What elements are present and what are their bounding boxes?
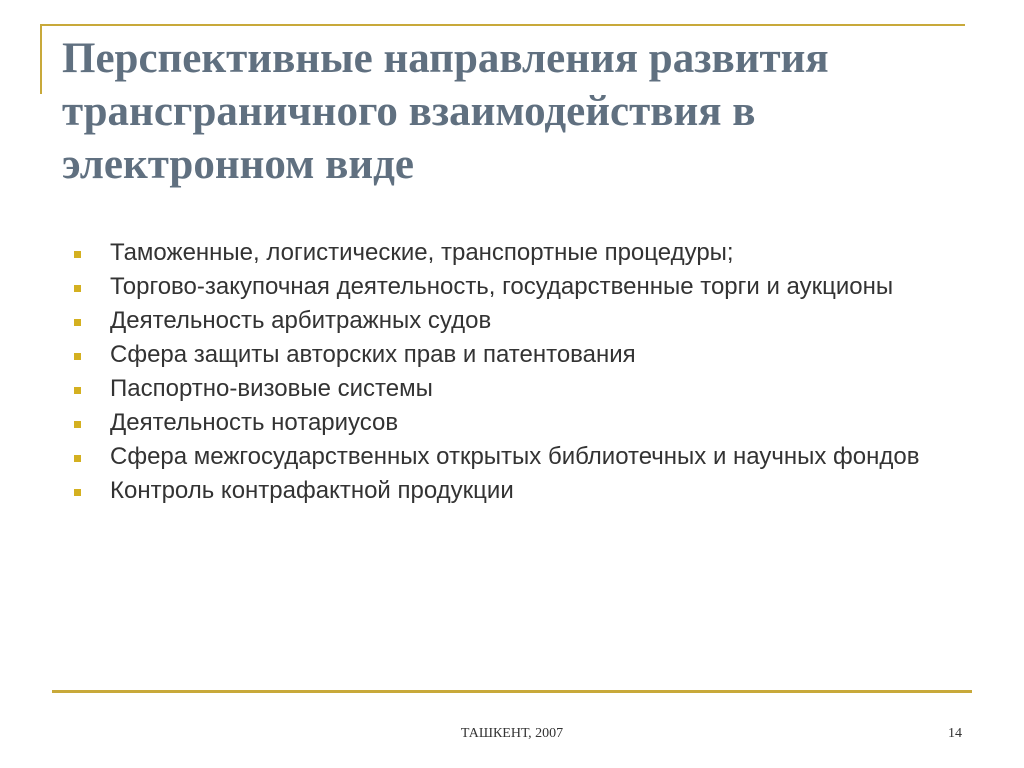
list-item [70,376,990,402]
bullet-list [70,240,990,512]
square-bullet-icon [74,387,81,394]
title-bracket-left [40,24,42,94]
list-item-text: Сфера защиты авторских прав и патентования [110,341,636,368]
list-item-text: Паспортно-визовые системы [110,375,433,402]
title-bracket-top [40,24,965,26]
list-item-text: Деятельность арбитражных судов [110,307,492,334]
list-item [70,444,990,470]
list-item-text: Деятельность нотариусов [110,409,399,436]
square-bullet-icon [74,251,81,258]
list-item-text: Контроль контрафактной продукции [110,477,514,504]
list-item-text: Торгово-закупочная деятельность, государственные торги и аукционы [110,273,894,300]
square-bullet-icon [74,489,81,496]
square-bullet-icon [74,319,81,326]
square-bullet-icon [74,353,81,360]
list-item-text: Сфера межгосударственных открытых библиотечных и научных фондов [110,443,920,470]
list-item [70,240,990,266]
footer-divider [52,690,972,693]
square-bullet-icon [74,421,81,428]
list-item [70,342,990,368]
list-item [70,274,990,300]
list-item-text: Таможенные, логистические, транспортные процедуры; [110,239,734,266]
list-item [70,478,990,504]
footer-location-year: ТАШКЕНТ, 2007 [460,726,564,741]
square-bullet-icon [74,455,81,462]
list-item [70,308,990,334]
slide-title: Перспективные направления развития трансграничного взаимодействия в электронном виде [62,35,829,188]
list-item [70,410,990,436]
page-number: 14 [948,726,962,741]
square-bullet-icon [74,285,81,292]
